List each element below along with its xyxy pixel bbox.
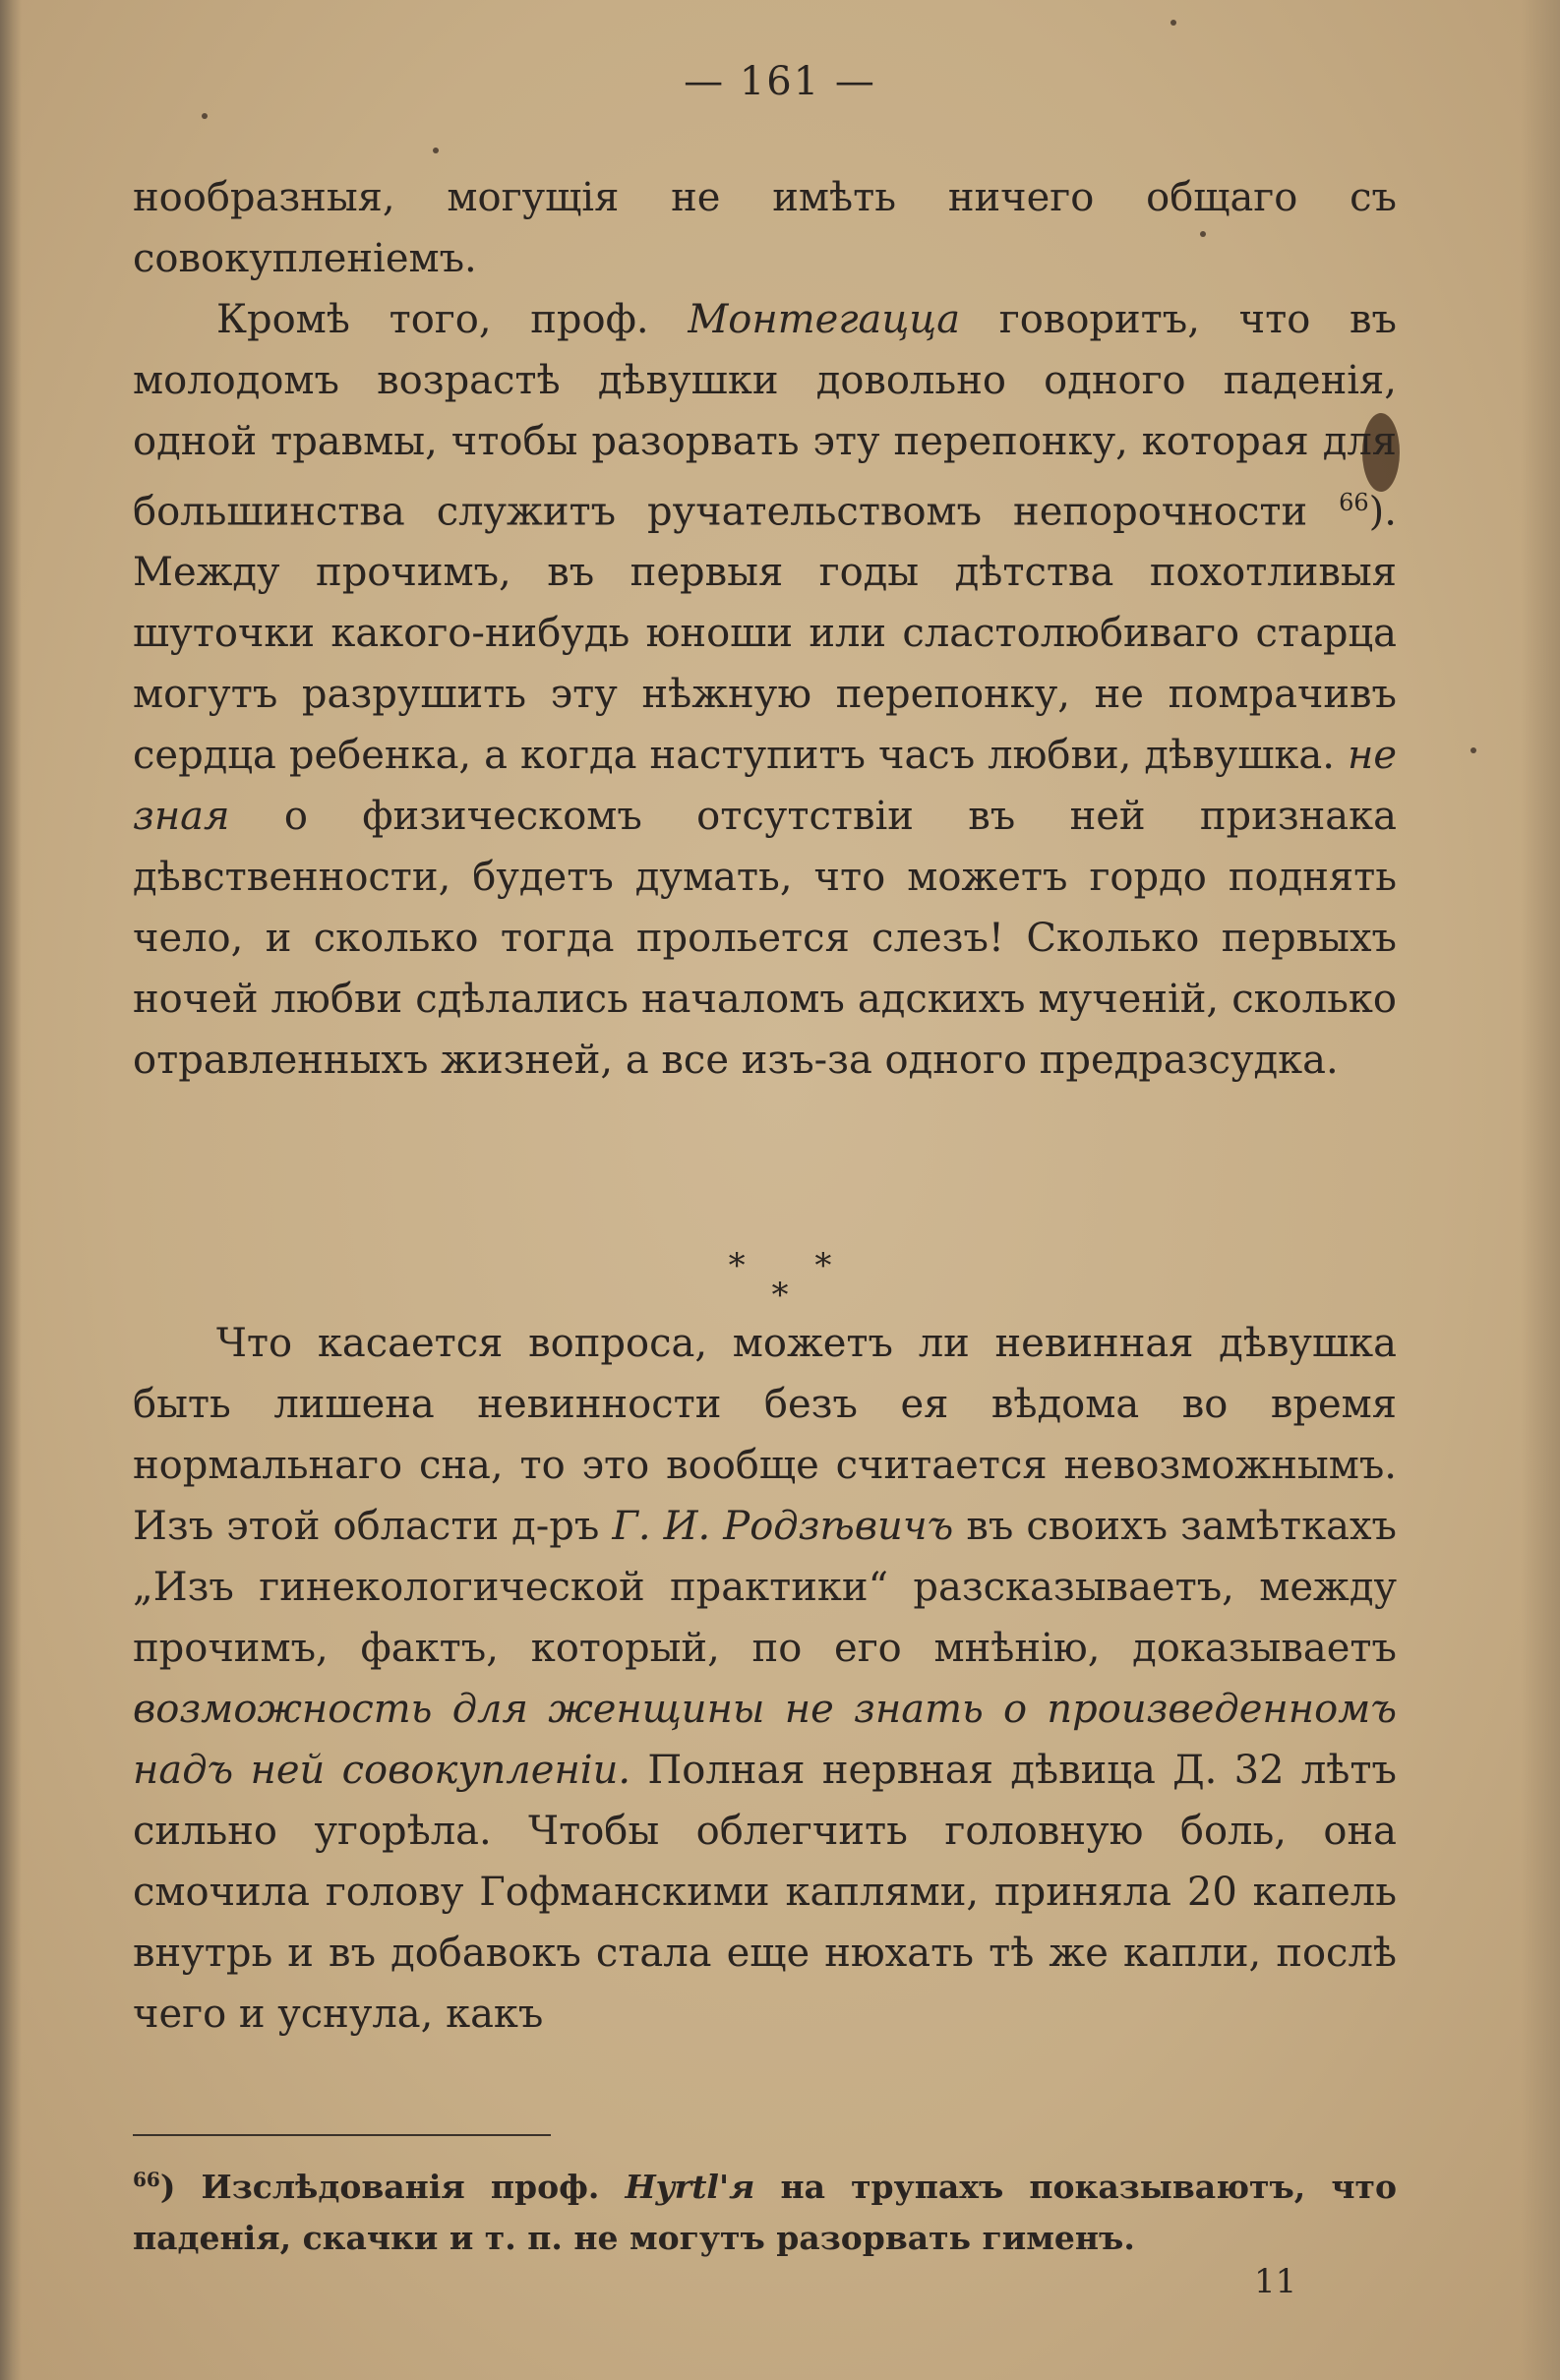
text-run: Кромѣ того, проф. xyxy=(216,297,689,342)
text-run: говоритъ, что въ молодомъ возрастѣ дѣвушки довольно одного паденія, одной травмы, чтобы разорвать эту перепонку, которая для большинства служитъ ручательствомъ непорочности xyxy=(133,297,1398,535)
speck xyxy=(1170,20,1176,26)
footnote-author: Hyrtl'я xyxy=(625,2168,755,2206)
page-edge-right xyxy=(1521,0,1560,2380)
footnote-ref[interactable]: 66 xyxy=(1339,489,1369,516)
author-name: Монтегацца xyxy=(688,297,961,342)
asterism-divider xyxy=(0,1246,1560,1318)
second-text-block xyxy=(133,1313,1397,2045)
footnote-text: ) Изслѣдованія проф. xyxy=(159,2168,626,2206)
text-run: въ своихъ замѣткахъ „Изъ гинекологической практики“ разсказываетъ, между прочимъ, фактъ, который, по его мнѣнію, доказываетъ xyxy=(133,1504,1397,1671)
author-name: Г. И. Родзѣвичъ xyxy=(612,1504,954,1549)
footnote-text: на трупахъ показываютъ, что паденія, скачки и т. п. не могутъ разорвать гименъ. xyxy=(133,2168,1397,2257)
text-run: о физическомъ отсутствіи въ ней признака дѣвственности, будетъ думать, что можетъ гордо поднять чело, и сколько тогда прольется слезъ! Сколько первыхъ ночей любви сдѣлались началомъ адскихъ мученій, сколько отравленныхъ жизней, а все изъ-за одного предразсудка. xyxy=(133,794,1397,1084)
signature-mark: 11 xyxy=(1254,2262,1297,2301)
paragraph xyxy=(133,289,1397,1091)
main-text-block xyxy=(133,167,1397,1091)
paragraph xyxy=(133,1313,1397,2045)
paragraph-continuation: нообразныя, могущія не имѣть ничего общаго съ совокупленіемъ. xyxy=(133,175,1397,281)
page-number: — 161 — xyxy=(684,59,876,104)
speck xyxy=(202,113,208,119)
text-run: Что касается вопроса, можетъ ли невинная дѣвушка быть лишена невинности безъ ея вѣдома во время нормальнаго сна, то это вообще считается невозможнымъ. Изъ этой области д-ръ xyxy=(133,1321,1397,1549)
footnote xyxy=(133,2154,1397,2264)
asterism-bottom: * xyxy=(771,1276,789,1315)
text-run: Полная нервная дѣвица Д. 32 лѣтъ сильно угорѣла. Чтобы облегчить головную боль, она смочила голову Гофманскими каплями, приняла 20 капель внутрь и въ добавокъ стала еще нюхать тѣ же капли, послѣ чего и уснула, какъ xyxy=(133,1748,1397,2037)
footnote-rule xyxy=(133,2134,551,2136)
text-run: ). Между прочимъ, въ первыя годы дѣтства похотливыя шуточки какого-нибудь юноши или сластолюбиваго старца могутъ разрушить эту нѣжную перепонку, не помрачивъ сердца ребенка, а когда наступитъ часъ любви, дѣвушка. xyxy=(133,489,1397,779)
emphasis: не зная xyxy=(133,733,1397,840)
speck xyxy=(1470,747,1476,753)
speck xyxy=(433,148,439,153)
page-edge-left xyxy=(0,0,22,2380)
footnote-marker: 66 xyxy=(133,2168,160,2191)
emphasis: возможность для женщины не знать о произведенномъ надъ ней совокупленіи. xyxy=(133,1687,1397,1793)
asterism-top: * * xyxy=(728,1246,862,1285)
